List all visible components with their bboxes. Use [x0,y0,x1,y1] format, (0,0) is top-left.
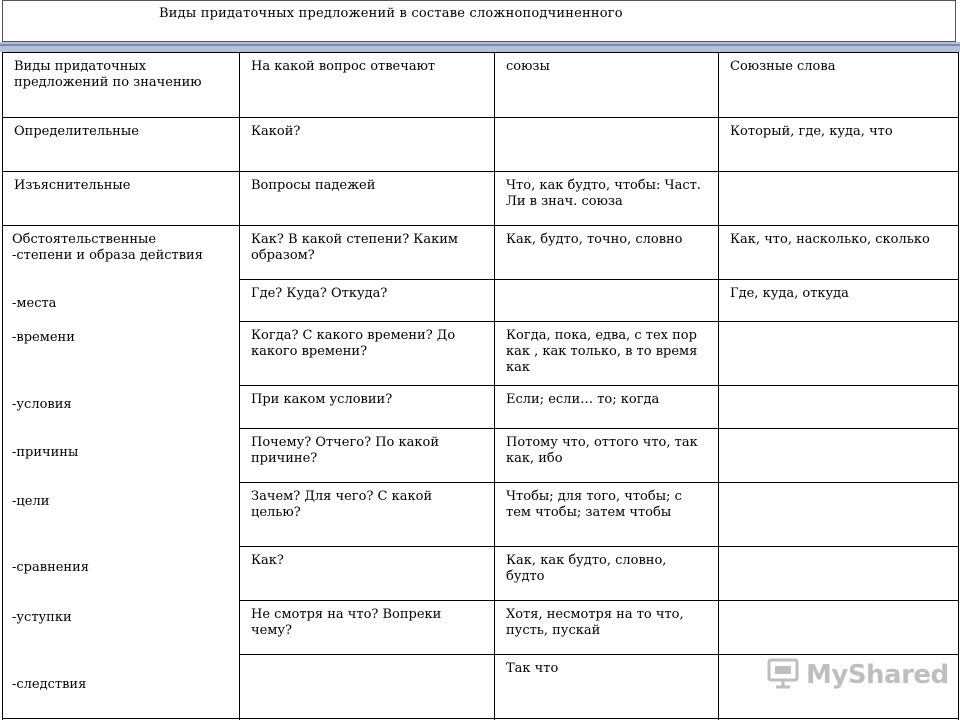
header-band-line [0,44,960,46]
presentation-board-icon [766,656,800,694]
subtype-label: -места [12,296,57,311]
table-cell-words [718,321,958,385]
table-cell-words: Как, что, насколько, сколько [730,232,930,247]
header-kind: Виды придаточных предложений по значению [14,59,202,90]
table-cell-question: Почему? Отчего? По какой причине? [251,435,439,466]
subtype-label: -цели [12,494,50,509]
subtype-label: -степени и образа действия [12,248,203,263]
subtype-label: -причины [12,445,79,460]
table-cell-words [718,600,958,654]
table-cell-kind: Изъяснительные [14,178,131,193]
table-cell-words [718,482,958,546]
group-label: Обстоятельственные [12,232,157,247]
table-cell-kind: Определительные [14,124,139,139]
header-conjunctions: союзы [506,59,550,74]
table-cell-conjunctions: Потому что, оттого что, так как, ибо [506,435,698,466]
table-cell-words: Который, где, куда, что [730,124,893,139]
subtype-label: -следствия [12,677,87,692]
subtype-label: -сравнения [12,560,89,575]
subtype-label: -времени [12,330,75,345]
watermark [766,655,949,695]
table-cell-question: Вопросы падежей [251,178,376,193]
table-cell-conjunctions: Чтобы; для того, чтобы; с тем чтобы; затем чтобы [506,489,682,520]
table-cell-question: Когда? С какого времени? До какого времени? [251,328,456,359]
table-cell-conjunctions: Так что [506,661,559,676]
table-cell-conjunctions: Когда, пока, едва, с тех пор как , как только, в то время как [506,328,698,375]
header-question: На какой вопрос отвечают [251,59,436,74]
table-cell-words [718,546,958,600]
table-cell-question: Где? Куда? Откуда? [251,286,388,301]
watermark-text: MyShared [806,660,949,690]
subtype-label: -условия [12,397,72,412]
header-conjunctive-words: Союзные слова [730,59,836,74]
table-cell-question: Какой? [251,124,301,139]
table-cell-conjunctions: Как, как будто, словно, будто [506,553,667,584]
table-cell-conjunctions: Как, будто, точно, словно [506,232,683,247]
table-cell-words [718,385,958,428]
subtype-label: -уступки [12,610,72,625]
table-cell-question [239,654,494,718]
table-cell-question: Как? [251,553,284,568]
table-cell-question: Зачем? Для чего? С какой целью? [251,489,433,520]
table-cell-words [718,428,958,482]
table-cell-words [718,171,958,225]
table-cell-words: Где, куда, откуда [730,286,849,301]
table-cell-question: Не смотря на что? Вопреки чему? [251,607,442,638]
table-cell-conjunctions: Если; если… то; когда [506,392,660,407]
table-cell-conjunctions: Хотя, несмотря на то что, пусть, пускай [506,607,684,638]
table-cell-conjunctions [494,117,718,171]
page-title: Виды придаточных предложений в составе сложноподчиненного [159,6,623,21]
table-cell-question: Как? В какой степени? Каким образом? [251,232,459,263]
table-cell-question: При каком условии? [251,392,393,407]
title-box [2,0,956,42]
table-cell-conjunctions [494,279,718,321]
table-cell-conjunctions: Что, как будто, чтобы: Част. Ли в знач. союза [506,178,701,209]
